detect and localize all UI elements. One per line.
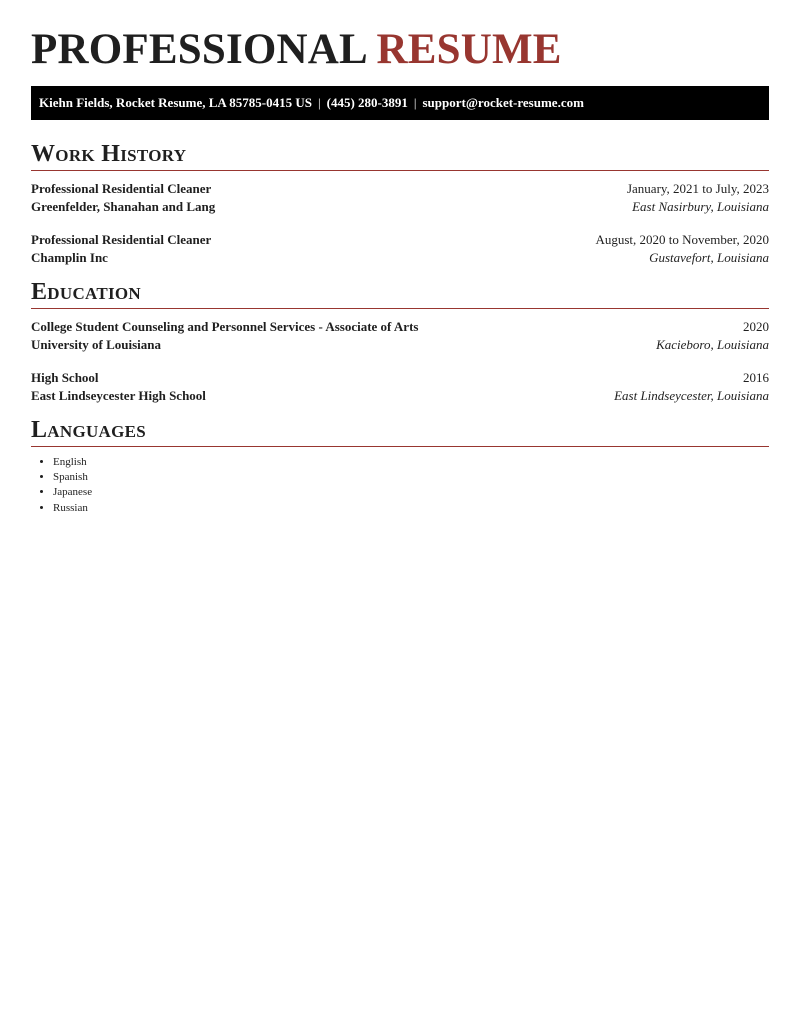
- section-title-work-history: Work History: [31, 141, 187, 167]
- job-role: Professional Residential Cleaner: [31, 181, 212, 196]
- languages-section: [31, 417, 769, 516]
- section-divider: [31, 308, 769, 309]
- contact-address: Kiehn Fields, Rocket Resume, LA 85785-0415 US: [39, 95, 312, 110]
- entry-row: [31, 318, 769, 336]
- title-second-word: RESUME: [376, 26, 562, 73]
- job-company: Champlin Inc: [31, 250, 108, 265]
- language-item: • English: [53, 455, 769, 470]
- education-section: [31, 279, 769, 405]
- job-role: Professional Residential Cleaner: [31, 232, 212, 247]
- entry-row: [31, 231, 769, 249]
- languages-list: [31, 455, 769, 516]
- edu-year: 2020: [743, 319, 769, 334]
- work-entry: [31, 180, 769, 216]
- job-dates: August, 2020 to November, 2020: [595, 232, 769, 247]
- title-first-word: PROFESSIONAL: [31, 26, 366, 73]
- contact-phone[interactable]: (445) 280-3891: [326, 95, 408, 110]
- edu-school: University of Louisiana: [31, 337, 162, 352]
- contact-separator: |: [318, 95, 321, 110]
- edu-year: 2016: [743, 370, 769, 385]
- contact-bar: [31, 86, 769, 120]
- work-entry: [31, 231, 769, 267]
- edu-degree: College Student Counseling and Personnel Services - Associate of Arts: [31, 319, 419, 334]
- entry-row: [31, 387, 769, 405]
- section-divider: [31, 170, 769, 171]
- job-dates: January, 2021 to July, 2023: [626, 181, 769, 196]
- edu-location: East Lindseycester, Louisiana: [614, 388, 769, 403]
- entry-row: [31, 336, 769, 354]
- language-item: • Japanese: [53, 485, 769, 500]
- job-location: East Nasirbury, Louisiana: [632, 199, 769, 214]
- education-entry: [31, 318, 769, 354]
- language-item: • Spanish: [53, 470, 769, 485]
- work-history-section: [31, 141, 769, 267]
- entry-row: [31, 180, 769, 198]
- edu-degree: High School: [31, 370, 99, 385]
- resume-title: [31, 0, 769, 86]
- contact-email[interactable]: support@rocket-resume.com: [422, 95, 584, 110]
- education-entry: [31, 369, 769, 405]
- section-divider: [31, 446, 769, 447]
- section-title-education: Education: [31, 279, 142, 305]
- entry-row: [31, 198, 769, 216]
- entry-row: [31, 369, 769, 387]
- edu-location: Kacieboro, Louisiana: [656, 337, 769, 352]
- entry-row: [31, 249, 769, 267]
- job-location: Gustavefort, Louisiana: [649, 250, 769, 265]
- job-company: Greenfelder, Shanahan and Lang: [31, 199, 216, 214]
- edu-school: East Lindseycester High School: [31, 388, 206, 403]
- language-item: • Russian: [53, 501, 769, 516]
- contact-separator: |: [413, 95, 417, 110]
- section-title-languages: Languages: [31, 417, 147, 443]
